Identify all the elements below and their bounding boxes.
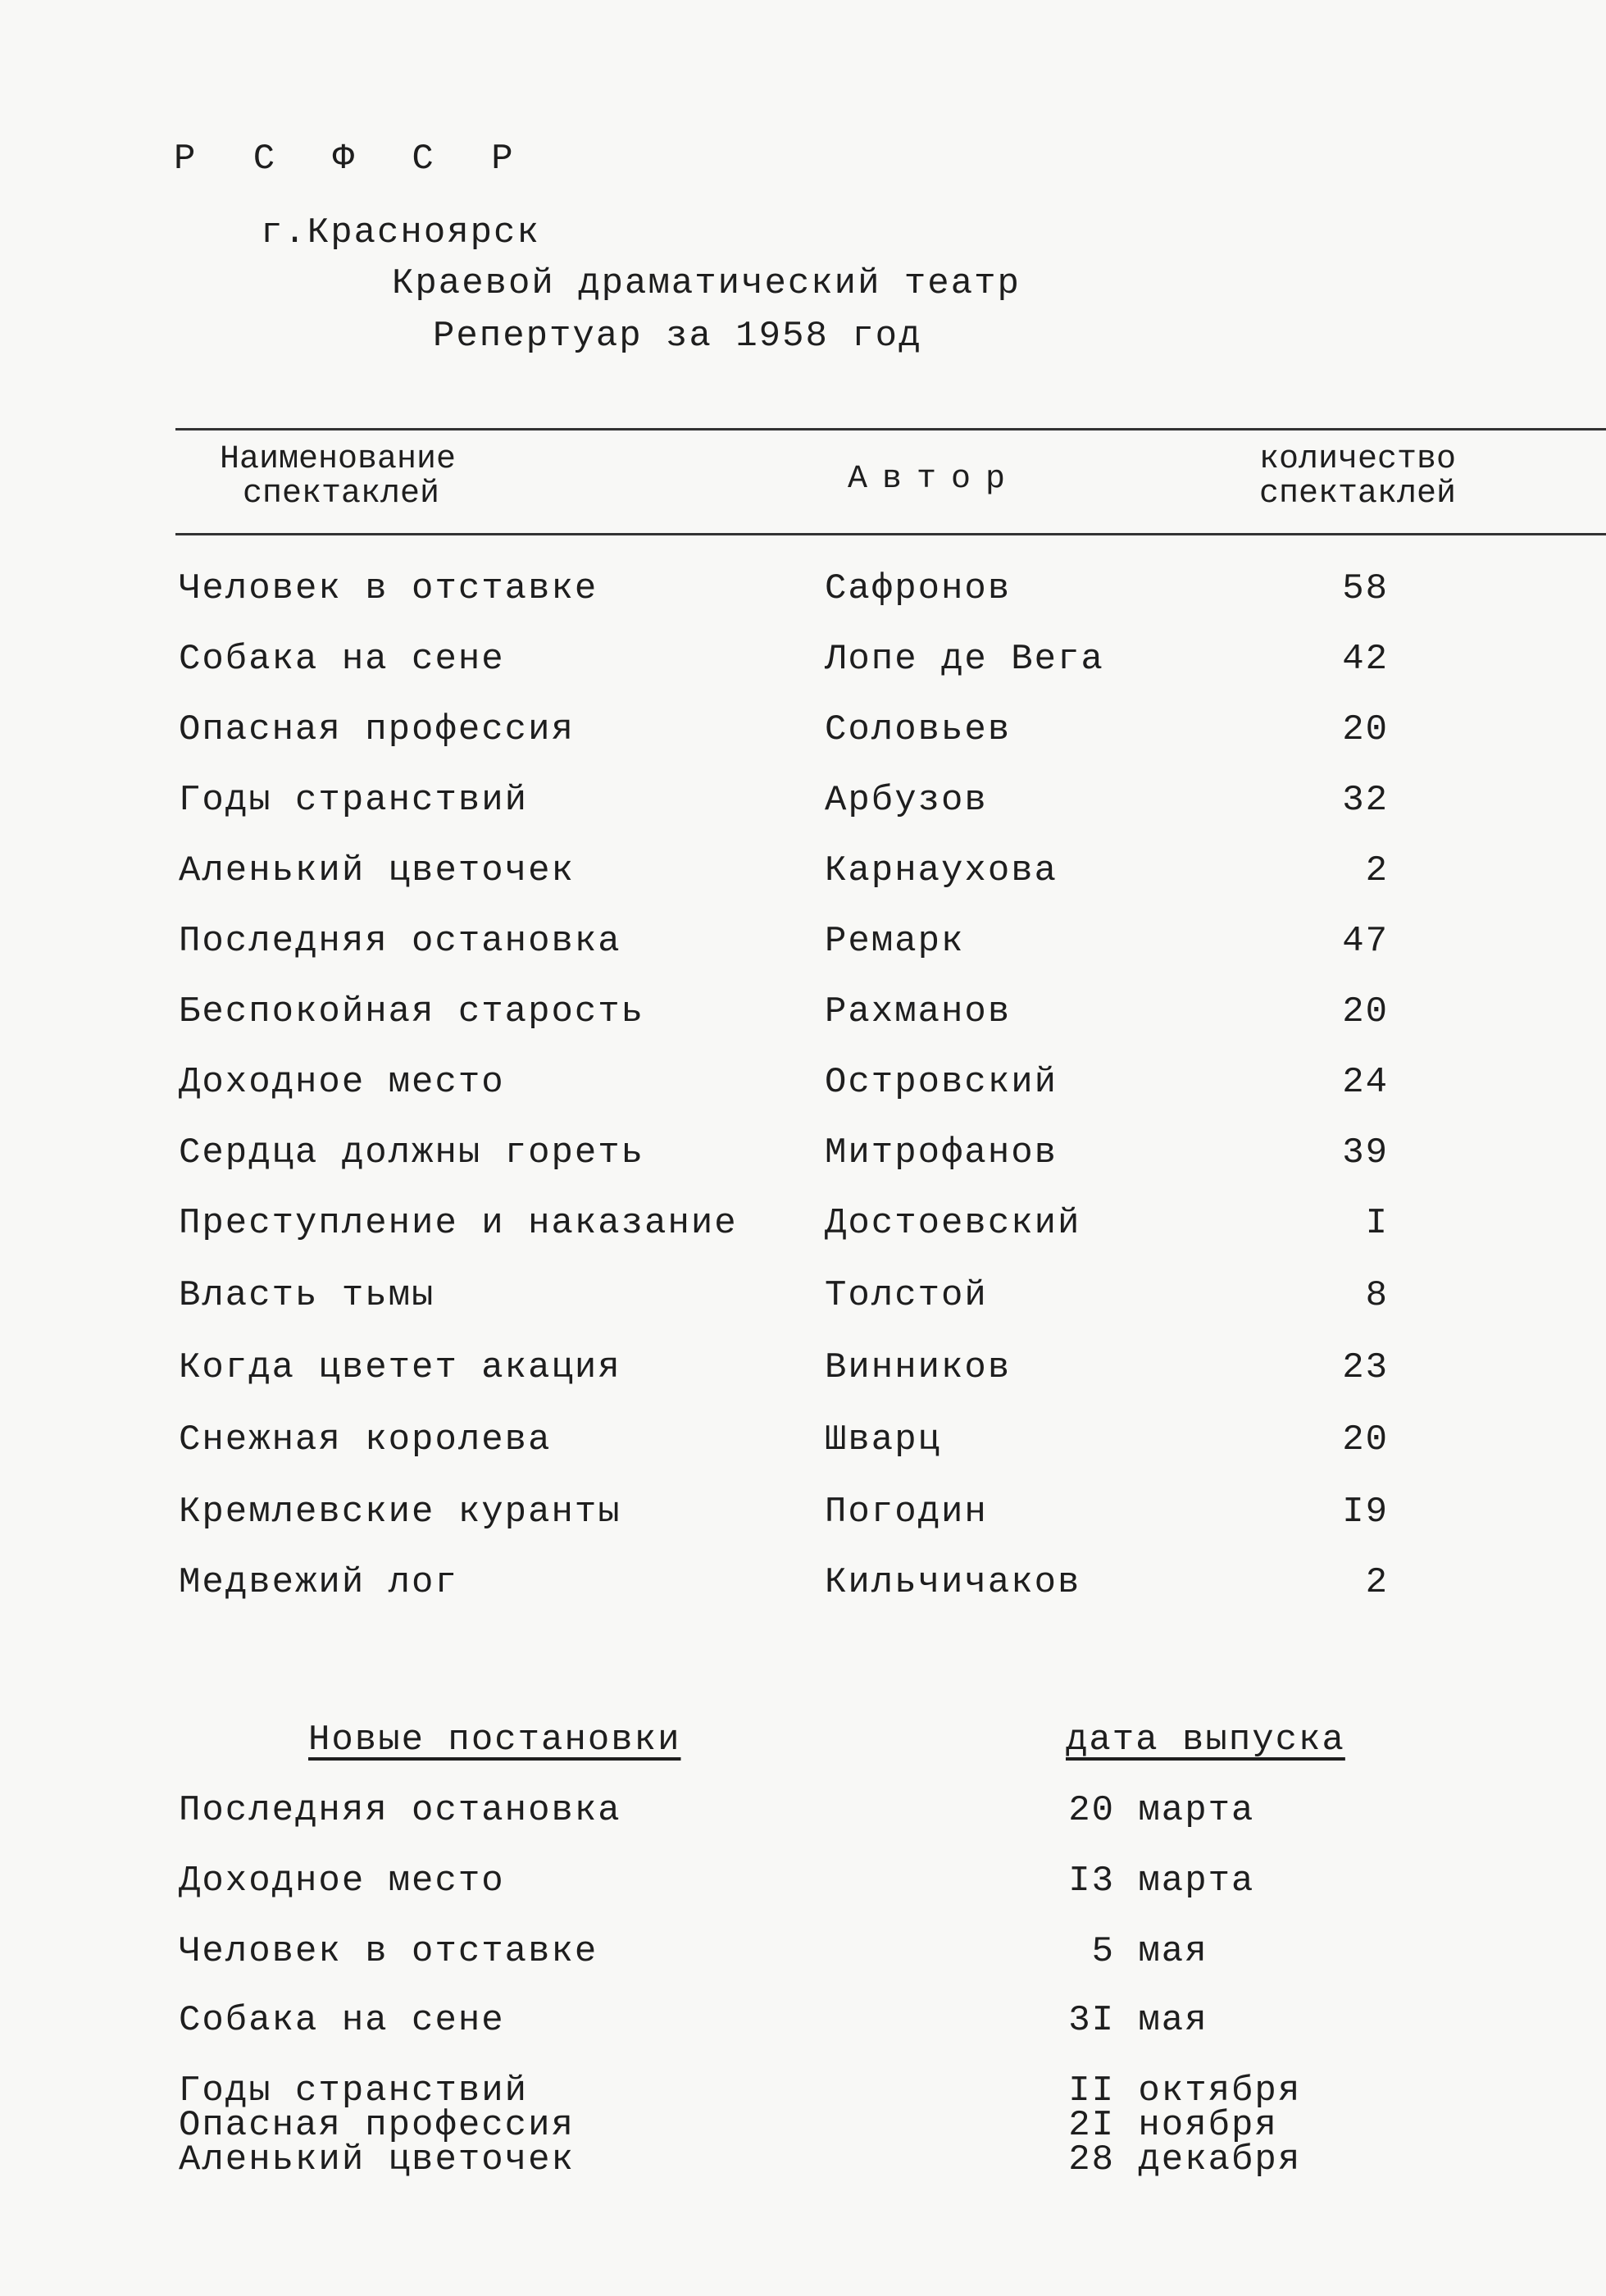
play-count: 32 (1342, 780, 1389, 821)
release-date-heading: дата выпуска (1066, 1720, 1345, 1761)
production-title: Последняя остановка (179, 1790, 621, 1831)
table-header-rule (175, 533, 1606, 535)
table-row (0, 1064, 1606, 1114)
play-count: 20 (1342, 709, 1389, 750)
production-title: Доходное место (179, 1861, 505, 1902)
play-title: Доходное место (179, 1062, 505, 1103)
play-author: Карнаухова (825, 850, 1058, 891)
list-item (0, 2002, 1606, 2043)
release-month: мая (1138, 1931, 1208, 1972)
table-row (0, 1275, 1606, 1327)
play-count: 47 (1342, 921, 1389, 962)
column-header-title (220, 443, 456, 512)
table-row (0, 1419, 1606, 1471)
play-count: 2 (1365, 850, 1389, 891)
play-author: Толстой (825, 1275, 988, 1316)
play-author: Погодин (825, 1492, 988, 1533)
play-title: Беспокойная старость (179, 991, 645, 1032)
column-header-count (1259, 443, 1456, 512)
play-count: 58 (1342, 568, 1389, 609)
play-count: 42 (1342, 639, 1389, 680)
table-top-rule (175, 428, 1606, 430)
release-day: 2I (1068, 2105, 1115, 2146)
play-author: Соловьев (825, 709, 1012, 750)
play-count: 20 (1342, 1419, 1389, 1460)
table-row (0, 850, 1606, 902)
table-row (0, 1132, 1606, 1184)
play-author: Рахманов (825, 991, 1012, 1032)
play-title: Сердца должны гореть (179, 1132, 645, 1173)
column-header-count-line1: количество (1259, 441, 1457, 478)
release-date (1066, 2002, 1208, 2039)
production-title: Собака на сене (179, 2000, 505, 2041)
play-count: 2 (1365, 1562, 1389, 1603)
play-count: 23 (1342, 1347, 1389, 1388)
list-item (0, 1790, 1606, 1834)
play-count: 24 (1342, 1062, 1389, 1103)
city-heading: г.Красноярск (261, 212, 540, 253)
release-month: октября (1138, 2070, 1302, 2112)
play-author: Винников (825, 1347, 1012, 1388)
release-date (1066, 2070, 1302, 2112)
play-count: I9 (1342, 1492, 1389, 1533)
column-header-author: Автор (848, 461, 1021, 498)
play-count: 20 (1342, 991, 1389, 1032)
production-title: Аленький цветочек (179, 2139, 575, 2180)
list-item (0, 2139, 1606, 2183)
release-month: марта (1138, 1861, 1255, 1902)
release-day: 28 (1068, 2139, 1115, 2180)
play-title: Медвежий лог (179, 1562, 458, 1603)
release-day: II (1068, 2070, 1115, 2112)
production-title: Человек в отставке (179, 1931, 598, 1972)
play-title: Власть тьмы (179, 1275, 435, 1316)
release-date (1066, 1931, 1208, 1972)
play-author: Арбузов (825, 780, 988, 821)
table-row (0, 641, 1606, 690)
play-author: Достоевский (825, 1203, 1081, 1244)
play-title: Кремлевские куранты (179, 1492, 621, 1533)
play-title: Последняя остановка (179, 921, 621, 962)
repertoire-heading: Репертуар за 1958 год (433, 316, 922, 357)
release-day: 5 (1091, 1931, 1115, 1972)
play-title: Когда цветет акация (179, 1347, 621, 1388)
new-productions-heading: Новые постановки (308, 1720, 681, 1761)
play-title: Снежная королева (179, 1419, 552, 1460)
production-title: Годы странствий (179, 2070, 529, 2112)
play-title: Человек в отставке (179, 568, 598, 609)
release-date (1066, 1861, 1255, 1902)
play-author: Шварц (825, 1419, 942, 1460)
country-heading: Р С Ф С Р (174, 139, 531, 180)
play-count: 8 (1365, 1275, 1389, 1316)
table-row (0, 709, 1606, 761)
play-author: Ремарк (825, 921, 965, 962)
play-author: Сафронов (825, 568, 1012, 609)
table-row (0, 991, 1606, 1043)
release-day: 20 (1068, 1790, 1115, 1831)
play-title: Собака на сене (179, 639, 505, 680)
play-count: 39 (1342, 1132, 1389, 1173)
list-item (0, 1863, 1606, 1904)
table-row (0, 1494, 1606, 1543)
play-title: Годы странствий (179, 780, 529, 821)
table-row (0, 1562, 1606, 1614)
play-author: Митрофанов (825, 1132, 1058, 1173)
play-title: Аленький цветочек (179, 850, 575, 891)
column-header-count-line2: спектаклей (1259, 476, 1457, 512)
play-author: Лопе де Вега (825, 639, 1104, 680)
play-author: Островский (825, 1062, 1058, 1103)
production-title: Опасная профессия (179, 2105, 575, 2146)
column-header-title-line2: спектаклей (243, 476, 440, 512)
release-month: марта (1138, 1790, 1255, 1831)
release-date (1066, 2105, 1278, 2146)
release-month: мая (1138, 2000, 1208, 2041)
table-row (0, 568, 1606, 620)
play-count: I (1365, 1203, 1389, 1244)
play-title: Преступление и наказание (179, 1203, 738, 1244)
table-row (0, 923, 1606, 973)
play-author: Кильчичаков (825, 1562, 1081, 1603)
play-title: Опасная профессия (179, 709, 575, 750)
list-item (0, 1931, 1606, 1975)
release-day: I3 (1068, 1861, 1115, 1902)
column-header-title-line1: Наименование (220, 441, 457, 478)
release-day: 3I (1068, 2000, 1115, 2041)
release-date (1066, 2139, 1302, 2180)
release-month: декабря (1138, 2139, 1302, 2180)
table-row (0, 782, 1606, 831)
theatre-heading: Краевой драматический театр (392, 263, 1021, 304)
table-row (0, 1347, 1606, 1399)
release-date (1066, 1790, 1255, 1831)
table-row (0, 1205, 1606, 1255)
release-month: ноября (1138, 2105, 1278, 2146)
